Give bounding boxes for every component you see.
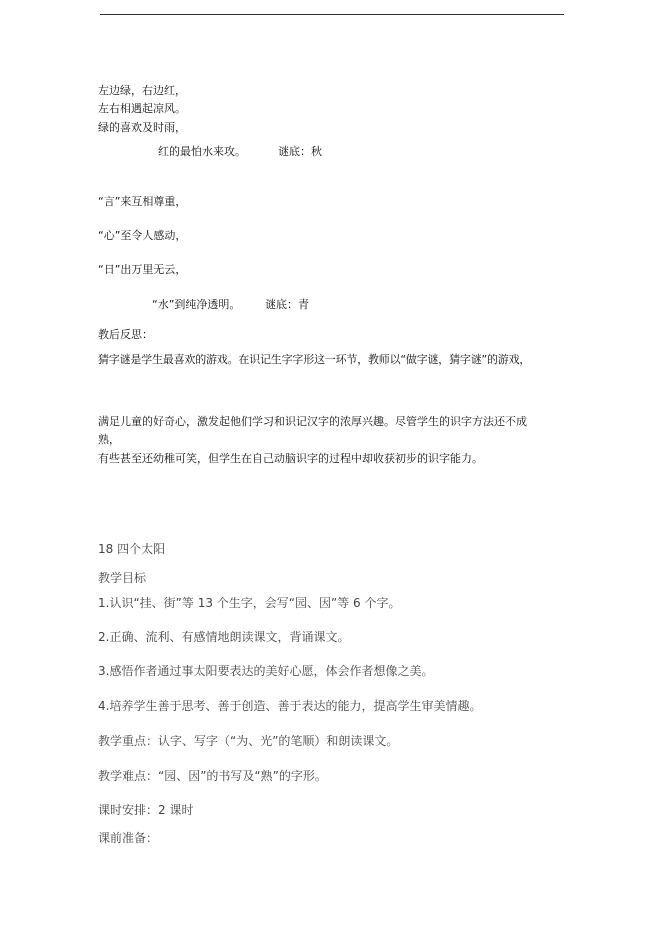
reflection-heading: 教后反思： bbox=[98, 328, 153, 341]
goal-2: 2.正确、流利、有感情地朗读课文，背诵课文。 bbox=[98, 630, 350, 644]
reflection-paragraph-3: 有些甚至还幼稚可笑，但学生在自己动脑识字的过程中却收获初步的识字能力。 bbox=[98, 452, 483, 465]
riddle1-line4: 红的最怕水来攻。 bbox=[158, 145, 246, 158]
riddle2-line2: “心”至令人感动， bbox=[98, 229, 187, 242]
schedule: 课时安排：2 课时 bbox=[98, 803, 194, 817]
goal-1: 1.认识“挂、街”等 13 个生字，会写“园、因”等 6 个字。 bbox=[98, 596, 401, 610]
header-rule bbox=[100, 14, 564, 15]
preparation: 课前准备： bbox=[98, 831, 159, 845]
difficulties: 教学难点：“园、因”的书写及“熟”的字形。 bbox=[98, 769, 327, 783]
goal-4: 4.培养学生善于思考、善于创造、善于表达的能力，提高学生审美情趣。 bbox=[98, 699, 482, 713]
key-points: 教学重点：认字、写字（“为、光”的笔顺）和朗读课文。 bbox=[98, 734, 399, 748]
riddle2-answer: 谜底：青 bbox=[265, 298, 309, 311]
lesson-title: 18 四个太阳 bbox=[98, 542, 166, 556]
goal-3: 3.感悟作者通过事太阳要表达的美好心愿，体会作者想像之美。 bbox=[98, 664, 434, 678]
riddle2-line4: “水”到纯净透明。 bbox=[152, 298, 241, 311]
riddle1-line2: 左右相遇起凉风。 bbox=[98, 102, 186, 115]
riddle1-line1: 左边绿，右边红， bbox=[98, 84, 186, 97]
reflection-paragraph-2-cont: 熟， bbox=[98, 433, 120, 446]
riddle1-answer: 谜底：秋 bbox=[278, 145, 322, 158]
goals-heading: 教学目标 bbox=[98, 571, 147, 585]
riddle1-line3: 绿的喜欢及时雨， bbox=[98, 121, 186, 134]
reflection-paragraph-1: 猜字谜是学生最喜欢的游戏。在识记生字字形这一环节，教师以“做字谜，猜字谜”的游戏， bbox=[98, 353, 531, 366]
reflection-paragraph-2: 满足儿童的好奇心，激发起他们学习和识记汉字的浓厚兴趣。尽管学生的识字方法还不成 bbox=[98, 415, 527, 428]
riddle2-line1: “言”来互相尊重， bbox=[98, 195, 187, 208]
riddle2-line3: “日”出万里无云， bbox=[98, 263, 187, 276]
